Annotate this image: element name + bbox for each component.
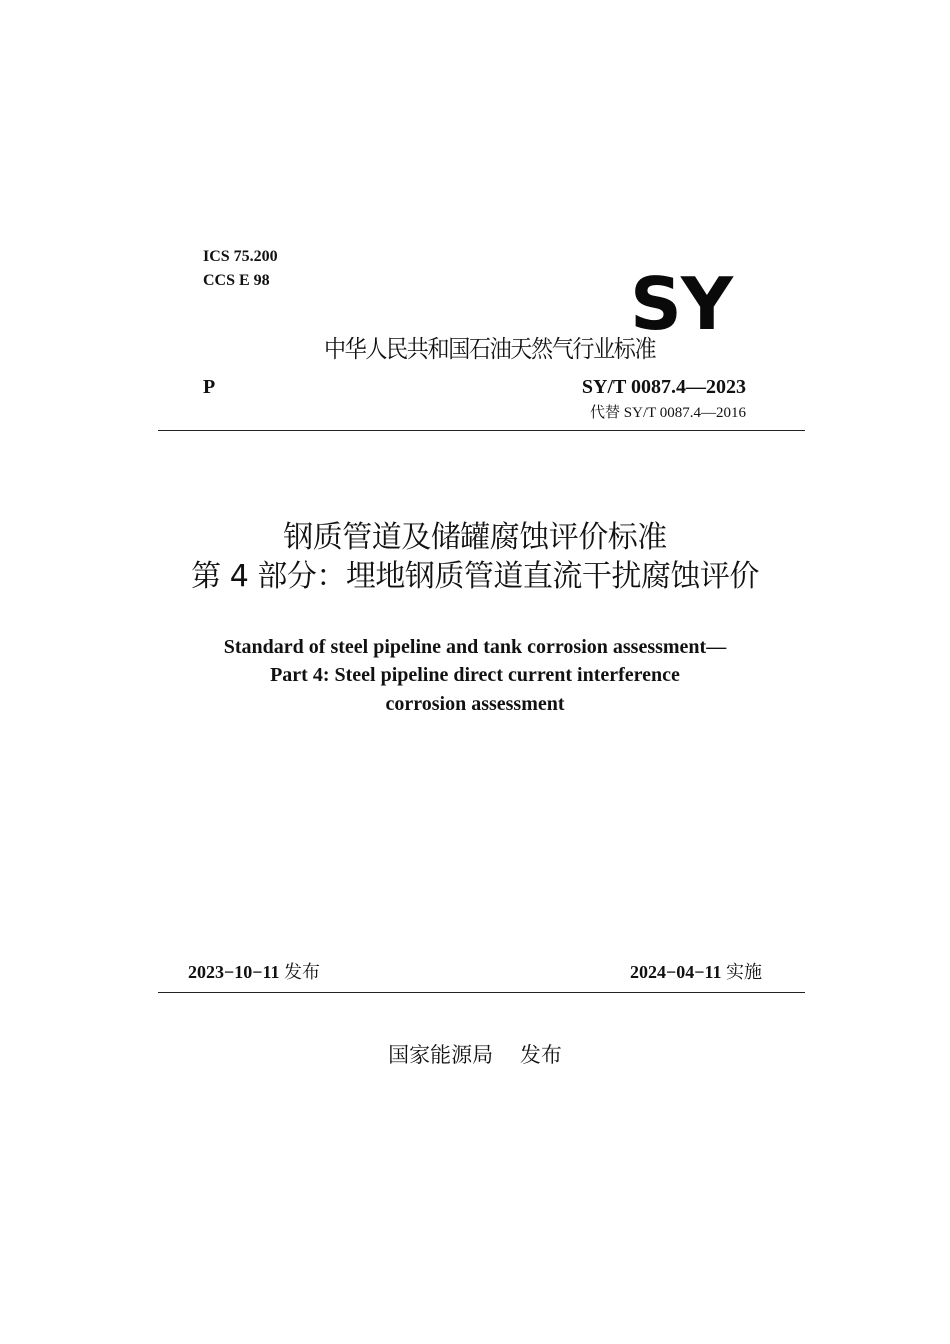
effective-label: 实施 [726, 962, 762, 983]
category-code: P [203, 376, 216, 398]
title-en-line-1: Standard of steel pipeline and tank corrosion assessment— [223, 636, 727, 658]
issue-date: 2023−10−11 [188, 962, 280, 982]
issuer-line [0, 1041, 950, 1069]
ccs-code: CCS E 98 [203, 272, 270, 289]
issuer-action: 发布 [519, 1043, 562, 1067]
header-divider [158, 430, 805, 431]
ics-code: ICS 75.200 [203, 248, 278, 265]
title-en-line-3: corrosion assessment [385, 693, 565, 715]
effective-date: 2024−04−11 [629, 962, 722, 982]
effective-date-block [630, 960, 762, 985]
industry-standard-title: 中华人民共和国石油天然气行业标准 [324, 335, 656, 363]
footer-divider [158, 992, 805, 993]
replaces-standard: 代替 SY/T 0087.4—2016 [590, 405, 746, 421]
title-en-line-2: Part 4: Steel pipeline direct current interference [270, 664, 680, 686]
title-cn-line-1: 钢质管道及储罐腐蚀评价标准 [283, 520, 667, 555]
issue-label: 发布 [284, 962, 321, 983]
standard-number: SY/T 0087.4—2023 [581, 376, 746, 398]
issuer-name: 国家能源局 [388, 1043, 494, 1067]
sy-logo: SY [630, 262, 732, 346]
issue-date-block [188, 960, 320, 985]
title-cn-line-2: 第 4 部分：埋地钢质管道直流干扰腐蚀评价 [191, 559, 759, 594]
